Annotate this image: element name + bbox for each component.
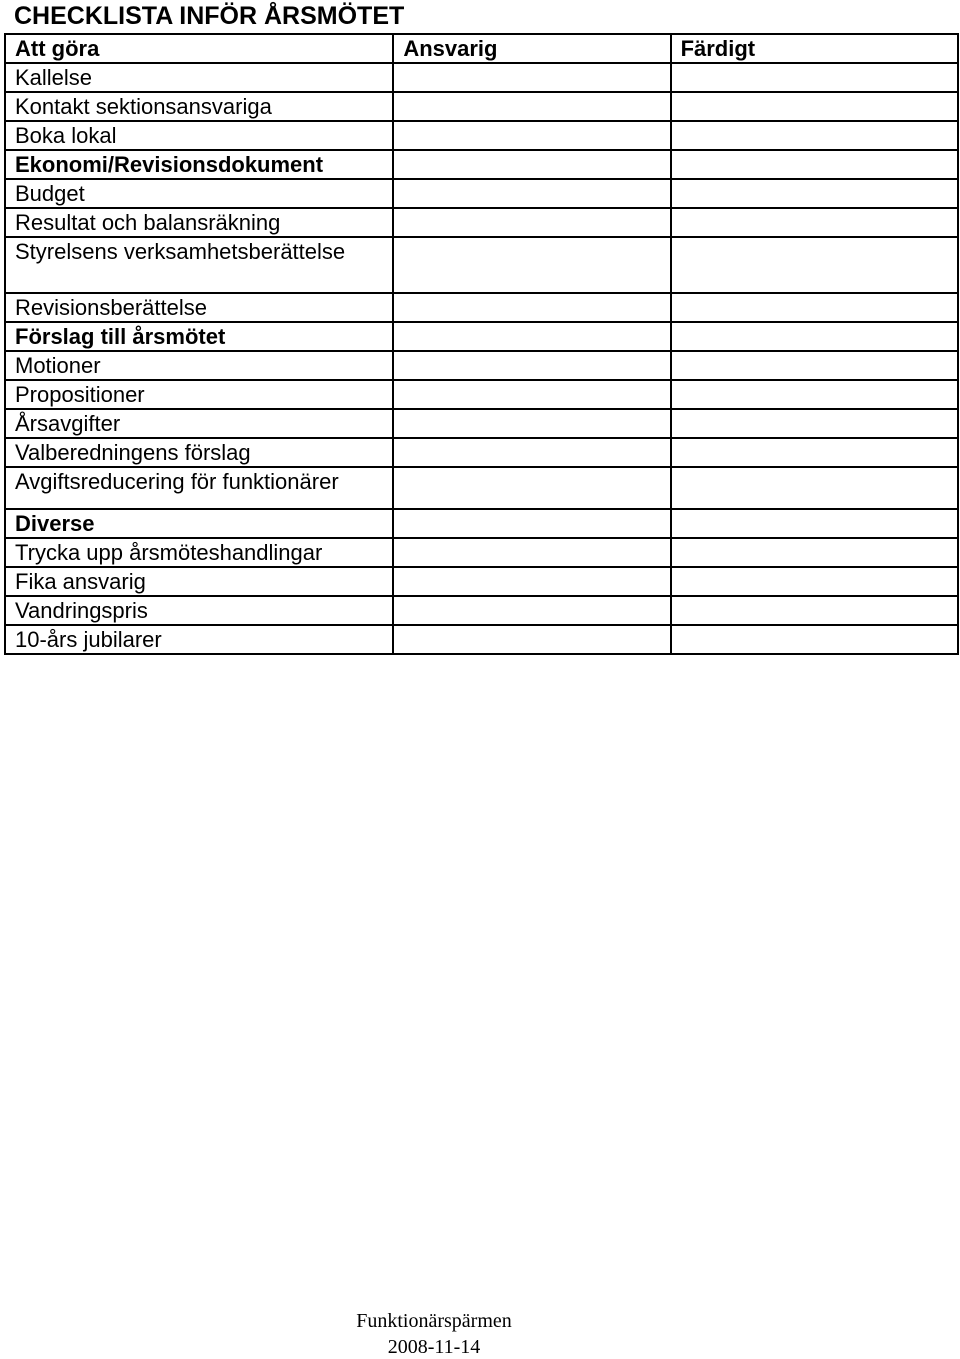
responsible-cell <box>393 467 670 509</box>
responsible-cell <box>393 380 670 409</box>
task-cell: Motioner <box>5 351 393 380</box>
done-cell <box>671 409 958 438</box>
done-cell <box>671 351 958 380</box>
done-cell <box>671 179 958 208</box>
table-row <box>5 351 958 380</box>
table-row <box>5 92 958 121</box>
table-header-row <box>5 34 958 63</box>
done-cell <box>671 322 958 351</box>
header-fardigt: Färdigt <box>671 34 958 63</box>
table-row <box>5 121 958 150</box>
done-cell <box>671 538 958 567</box>
responsible-cell <box>393 596 670 625</box>
header-att-gora: Att göra <box>5 34 393 63</box>
checklist-table <box>4 33 959 655</box>
task-cell: Propositioner <box>5 380 393 409</box>
done-cell <box>671 438 958 467</box>
task-cell: Valberedningens förslag <box>5 438 393 467</box>
task-cell: 10-års jubilarer <box>5 625 393 654</box>
responsible-cell <box>393 509 670 538</box>
done-cell <box>671 596 958 625</box>
header-ansvarig: Ansvarig <box>393 34 670 63</box>
done-cell <box>671 208 958 237</box>
done-cell <box>671 625 958 654</box>
responsible-cell <box>393 63 670 92</box>
footer-date: 2008-11-14 <box>387 1336 481 1358</box>
table-row <box>5 150 958 179</box>
task-cell: Boka lokal <box>5 121 393 150</box>
done-cell <box>671 150 958 179</box>
task-cell: Budget <box>5 179 393 208</box>
responsible-cell <box>393 438 670 467</box>
responsible-cell <box>393 567 670 596</box>
task-cell: Kontakt sektionsansvariga <box>5 92 393 121</box>
table-row <box>5 322 958 351</box>
responsible-cell <box>393 208 670 237</box>
section-heading-cell: Förslag till årsmötet <box>5 322 393 351</box>
done-cell <box>671 63 958 92</box>
task-cell: Styrelsens verksamhetsberättelse <box>5 237 393 293</box>
section-heading-cell: Ekonomi/Revisionsdokument <box>5 150 393 179</box>
responsible-cell <box>393 351 670 380</box>
done-cell <box>671 92 958 121</box>
table-row <box>5 509 958 538</box>
table-row <box>5 63 958 92</box>
responsible-cell <box>393 121 670 150</box>
task-cell: Årsavgifter <box>5 409 393 438</box>
done-cell <box>671 467 958 509</box>
task-cell: Resultat och balansräkning <box>5 208 393 237</box>
table-row <box>5 567 958 596</box>
footer-binder-name: Funktionärspärmen <box>356 1310 512 1332</box>
table-row <box>5 467 958 509</box>
table-row <box>5 596 958 625</box>
table-row <box>5 409 958 438</box>
done-cell <box>671 380 958 409</box>
table-row <box>5 380 958 409</box>
responsible-cell <box>393 150 670 179</box>
done-cell <box>671 509 958 538</box>
responsible-cell <box>393 293 670 322</box>
responsible-cell <box>393 237 670 293</box>
task-cell: Avgiftsreducering för funktionärer <box>5 467 393 509</box>
table-row <box>5 293 958 322</box>
responsible-cell <box>393 92 670 121</box>
table-row <box>5 438 958 467</box>
responsible-cell <box>393 409 670 438</box>
table-row <box>5 538 958 567</box>
done-cell <box>671 293 958 322</box>
table-row <box>5 625 958 654</box>
responsible-cell <box>393 625 670 654</box>
done-cell <box>671 121 958 150</box>
task-cell: Revisionsberättelse <box>5 293 393 322</box>
responsible-cell <box>393 322 670 351</box>
done-cell <box>671 237 958 293</box>
responsible-cell <box>393 179 670 208</box>
section-heading-cell: Diverse <box>5 509 393 538</box>
done-cell <box>671 567 958 596</box>
task-cell: Fika ansvarig <box>5 567 393 596</box>
table-row <box>5 179 958 208</box>
table-row <box>5 237 958 293</box>
task-cell: Kallelse <box>5 63 393 92</box>
task-cell: Trycka upp årsmöteshandlingar <box>5 538 393 567</box>
page-title: CHECKLISTA INFÖR ÅRSMÖTET <box>14 2 405 30</box>
table-row <box>5 208 958 237</box>
responsible-cell <box>393 538 670 567</box>
task-cell: Vandringspris <box>5 596 393 625</box>
